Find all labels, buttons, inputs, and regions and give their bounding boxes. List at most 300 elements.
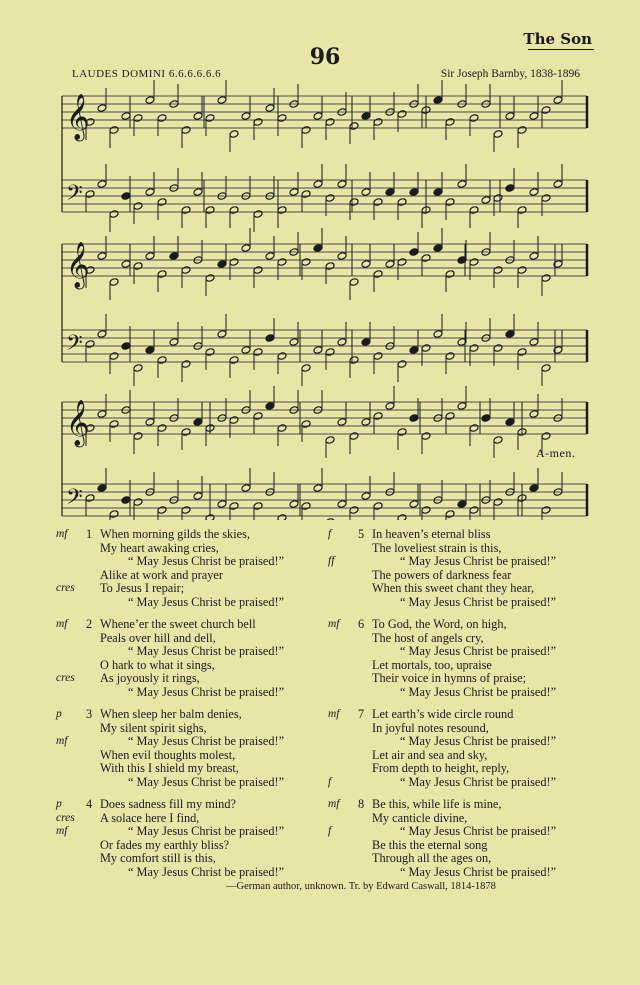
note-head bbox=[445, 352, 455, 361]
note-head bbox=[133, 114, 143, 123]
note-head bbox=[349, 506, 359, 515]
verse-line bbox=[372, 735, 556, 749]
note-head bbox=[325, 118, 335, 127]
verse-line bbox=[56, 617, 284, 632]
note-head bbox=[517, 126, 527, 135]
note-head bbox=[517, 206, 527, 215]
note-head bbox=[217, 96, 227, 105]
note-head bbox=[361, 338, 371, 347]
note-head bbox=[313, 346, 323, 355]
verse-text: To God, the Word, on high, bbox=[372, 617, 507, 631]
note-head bbox=[505, 330, 515, 339]
note-head bbox=[109, 210, 119, 219]
verse-line bbox=[56, 810, 284, 826]
verse-text: My canticle divine, bbox=[372, 810, 468, 825]
verse-text: When sleep her balm denies, bbox=[100, 707, 242, 721]
verse-text: Through all the ages on, bbox=[372, 851, 492, 865]
note-head bbox=[421, 254, 431, 263]
verse-number: 7 bbox=[358, 707, 365, 721]
note-head bbox=[553, 96, 563, 105]
note-head bbox=[277, 258, 287, 267]
note-head bbox=[109, 126, 119, 135]
note-head bbox=[133, 262, 143, 271]
note-head bbox=[397, 514, 407, 520]
note-head bbox=[529, 484, 539, 493]
note-head bbox=[241, 112, 251, 121]
text-credits: —German author, unknown. Tr. by Edward Caswall, 1814-1878 bbox=[226, 881, 496, 892]
note-head bbox=[433, 188, 443, 197]
verse-text: Alike at work and prayer bbox=[100, 567, 223, 582]
note-head bbox=[349, 432, 359, 441]
verse-line bbox=[372, 852, 556, 866]
treble-clef: 𝄞 bbox=[66, 94, 90, 140]
verse-text: Let mortals, too, upraise bbox=[372, 657, 492, 672]
verse-text: “ May Jesus Christ be praised!” bbox=[128, 824, 285, 838]
note-head bbox=[457, 500, 467, 509]
verse-number: 2 bbox=[86, 617, 93, 631]
verse-line bbox=[100, 569, 284, 583]
dynamic-marking: f bbox=[328, 825, 332, 837]
verse-line bbox=[372, 866, 556, 880]
note-head bbox=[505, 418, 515, 427]
note-head bbox=[397, 110, 407, 119]
note-head bbox=[301, 502, 311, 511]
section-header: The Son bbox=[523, 30, 592, 48]
verse-line bbox=[372, 582, 556, 596]
verse-text: To Jesus I repair; bbox=[100, 581, 185, 595]
verse-line bbox=[100, 749, 284, 763]
note-head bbox=[505, 112, 515, 121]
verse-8 bbox=[328, 797, 557, 879]
note-head bbox=[373, 198, 383, 207]
dynamic-marking: mf bbox=[328, 708, 340, 720]
verse-6 bbox=[328, 617, 557, 699]
note-head bbox=[109, 352, 119, 361]
note-head bbox=[229, 130, 239, 139]
note-head bbox=[133, 202, 143, 211]
note-head bbox=[445, 270, 455, 279]
dynamic-marking: mf bbox=[56, 618, 68, 630]
note-head bbox=[517, 348, 527, 357]
verse-line bbox=[372, 632, 556, 646]
note-head bbox=[493, 194, 503, 203]
note-head bbox=[157, 198, 167, 207]
composer-credit: Sir Joseph Barnby, 1838-1896 bbox=[440, 68, 580, 80]
note-head bbox=[253, 502, 263, 511]
verse-text: “ May Jesus Christ be praised!” bbox=[128, 554, 285, 568]
dynamic-marking: cres bbox=[56, 672, 75, 684]
note-head bbox=[181, 126, 191, 135]
note-head bbox=[325, 518, 335, 520]
verse-text: “ May Jesus Christ be praised!” bbox=[400, 864, 557, 879]
note-head bbox=[433, 244, 443, 253]
note-head bbox=[181, 506, 191, 515]
verse-text: My comfort still is this, bbox=[100, 851, 216, 865]
verse-text: Or fades my earthly bliss? bbox=[100, 837, 230, 852]
note-head bbox=[337, 180, 347, 189]
note-head bbox=[157, 356, 167, 365]
note-head bbox=[541, 194, 551, 203]
verse-number: 5 bbox=[358, 527, 365, 541]
verse-line bbox=[328, 774, 557, 790]
note-head bbox=[385, 402, 395, 411]
note-head bbox=[241, 346, 251, 355]
note-head bbox=[97, 180, 107, 189]
note-head bbox=[469, 506, 479, 515]
note-head bbox=[421, 344, 431, 353]
verse-line bbox=[328, 527, 556, 542]
verse-text: My silent spirit sighs, bbox=[100, 720, 207, 735]
note-head bbox=[253, 266, 263, 275]
note-head bbox=[469, 258, 479, 267]
tune-name: LAUDES DOMINI 6.6.6.6.6.6 bbox=[72, 68, 222, 80]
note-head bbox=[121, 112, 131, 121]
note-head bbox=[253, 412, 263, 421]
verse-number: 4 bbox=[86, 797, 93, 811]
note-head bbox=[349, 356, 359, 365]
verse-line bbox=[372, 686, 556, 700]
verse-text: When this sweet chant they hear, bbox=[372, 581, 535, 595]
verse-text: “ May Jesus Christ be praised!” bbox=[400, 824, 557, 838]
note-head bbox=[529, 252, 539, 261]
note-head bbox=[361, 260, 371, 269]
note-head bbox=[241, 484, 251, 493]
note-head bbox=[493, 436, 503, 445]
note-head bbox=[445, 412, 455, 421]
dynamic-marking: cres bbox=[56, 582, 75, 594]
verse-text: “ May Jesus Christ be praised!” bbox=[128, 734, 285, 748]
note-head bbox=[205, 114, 215, 123]
note-head bbox=[205, 206, 215, 215]
note-head bbox=[373, 118, 383, 127]
note-head bbox=[373, 412, 383, 421]
verse-text: Be this the eternal song bbox=[372, 837, 488, 852]
verse-text: Their voice in hymns of praise; bbox=[372, 671, 527, 685]
note-head bbox=[457, 402, 467, 411]
verse-line bbox=[100, 659, 284, 673]
verse-line bbox=[56, 527, 284, 542]
note-head bbox=[193, 492, 203, 501]
note-head bbox=[217, 330, 227, 339]
note-head bbox=[337, 252, 347, 261]
note-head bbox=[469, 424, 479, 433]
note-head bbox=[193, 112, 203, 121]
verse-line bbox=[372, 812, 556, 826]
note-head bbox=[229, 416, 239, 425]
note-head bbox=[157, 424, 167, 433]
note-head bbox=[205, 348, 215, 357]
verse-line bbox=[372, 659, 556, 673]
bass-clef: 𝄢 bbox=[66, 181, 83, 211]
verse-4 bbox=[56, 797, 285, 879]
note-head bbox=[373, 502, 383, 511]
note-head bbox=[409, 500, 419, 509]
note-head bbox=[373, 270, 383, 279]
note-head bbox=[253, 118, 263, 127]
verse-line bbox=[372, 839, 556, 853]
note-head bbox=[421, 432, 431, 441]
note-head bbox=[373, 352, 383, 361]
note-head bbox=[325, 348, 335, 357]
dynamic-marking: ff bbox=[328, 555, 335, 567]
note-head bbox=[301, 420, 311, 429]
note-head bbox=[349, 198, 359, 207]
note-head bbox=[277, 114, 287, 123]
note-head bbox=[277, 424, 287, 433]
note-head bbox=[325, 436, 335, 445]
verse-text: When evil thoughts molest, bbox=[100, 747, 236, 762]
note-head bbox=[205, 514, 215, 520]
note-head bbox=[325, 262, 335, 271]
note-head bbox=[469, 344, 479, 353]
note-head bbox=[157, 506, 167, 515]
note-head bbox=[109, 420, 119, 429]
dynamic-marking: p bbox=[56, 708, 62, 720]
verse-text: From depth to height, reply, bbox=[372, 761, 510, 775]
note-head bbox=[229, 502, 239, 511]
note-head bbox=[409, 414, 419, 423]
note-head bbox=[397, 258, 407, 267]
note-head bbox=[169, 338, 179, 347]
verse-line bbox=[328, 554, 557, 569]
note-head bbox=[457, 180, 467, 189]
note-head bbox=[409, 248, 419, 257]
treble-clef: 𝄞 bbox=[66, 400, 90, 446]
verse-line bbox=[100, 866, 284, 880]
note-head bbox=[445, 118, 455, 127]
dynamic-marking: mf bbox=[56, 735, 68, 747]
verse-line bbox=[100, 722, 284, 736]
verse-line bbox=[100, 762, 284, 776]
note-head bbox=[289, 500, 299, 509]
note-head bbox=[493, 344, 503, 353]
note-head bbox=[217, 500, 227, 509]
verse-line bbox=[56, 824, 285, 839]
note-head bbox=[361, 418, 371, 427]
verse-text: Be this, while life is mine, bbox=[372, 797, 502, 811]
note-head bbox=[493, 266, 503, 275]
note-head bbox=[193, 188, 203, 197]
verse-line bbox=[56, 734, 285, 749]
note-head bbox=[385, 188, 395, 197]
verse-line bbox=[56, 581, 284, 596]
verse-line bbox=[328, 824, 557, 839]
verse-7 bbox=[328, 707, 557, 789]
verse-line bbox=[372, 542, 556, 556]
note-head bbox=[313, 244, 323, 253]
note-head bbox=[121, 192, 131, 201]
note-head bbox=[313, 180, 323, 189]
note-head bbox=[145, 188, 155, 197]
verse-text: “ May Jesus Christ be praised!” bbox=[128, 864, 285, 879]
verse-text: O hark to what it sings, bbox=[100, 657, 215, 672]
verse-text: With this I shield my breast, bbox=[100, 761, 239, 775]
verse-text: “ May Jesus Christ be praised!” bbox=[400, 734, 557, 748]
note-head bbox=[349, 278, 359, 287]
verse-line bbox=[372, 645, 556, 659]
note-head bbox=[409, 188, 419, 197]
verse-text: In joyful notes resound, bbox=[372, 720, 489, 735]
verse-text: When morning gilds the skies, bbox=[100, 527, 250, 541]
verse-text: “ May Jesus Christ be praised!” bbox=[400, 594, 557, 609]
note-head bbox=[181, 360, 191, 369]
note-head bbox=[289, 188, 299, 197]
note-head bbox=[409, 346, 419, 355]
note-head bbox=[109, 278, 119, 287]
dynamic-marking: f bbox=[328, 528, 332, 540]
note-head bbox=[97, 252, 107, 261]
note-head bbox=[361, 112, 371, 121]
note-head bbox=[97, 484, 107, 493]
verse-text: Let earth’s wide circle round bbox=[372, 707, 514, 721]
note-head bbox=[193, 418, 203, 427]
verse-1 bbox=[56, 527, 285, 609]
note-head bbox=[97, 104, 107, 113]
note-head bbox=[397, 428, 407, 437]
verse-5 bbox=[328, 527, 557, 609]
note-head bbox=[481, 196, 491, 205]
verse-2 bbox=[56, 617, 285, 699]
note-head bbox=[337, 338, 347, 347]
note-head bbox=[385, 260, 395, 269]
dynamic-marking: cres bbox=[56, 811, 75, 824]
note-head bbox=[361, 188, 371, 197]
dynamic-marking: f bbox=[328, 775, 332, 788]
note-head bbox=[253, 348, 263, 357]
verse-line bbox=[328, 707, 556, 722]
verse-line bbox=[100, 839, 284, 853]
note-head bbox=[529, 188, 539, 197]
verse-line bbox=[372, 672, 556, 686]
note-head bbox=[181, 428, 191, 437]
verse-line bbox=[100, 632, 284, 646]
note-head bbox=[337, 418, 347, 427]
verse-line bbox=[100, 852, 284, 866]
verse-line bbox=[100, 542, 284, 556]
note-head bbox=[133, 432, 143, 441]
note-head bbox=[229, 258, 239, 267]
note-head bbox=[529, 410, 539, 419]
note-head bbox=[301, 190, 311, 199]
verse-text: Let air and sea and sky, bbox=[372, 747, 488, 762]
note-head bbox=[421, 506, 431, 515]
note-head bbox=[265, 104, 275, 113]
note-head bbox=[325, 194, 335, 203]
note-head bbox=[433, 330, 443, 339]
note-head bbox=[361, 492, 371, 501]
verse-text: “ May Jesus Christ be praised!” bbox=[128, 594, 285, 609]
note-head bbox=[121, 496, 131, 505]
amen-label: A-men. bbox=[536, 446, 576, 460]
dynamic-marking: mf bbox=[328, 618, 340, 630]
verse-text: “ May Jesus Christ be praised!” bbox=[400, 774, 557, 789]
note-head bbox=[181, 206, 191, 215]
bass-clef: 𝄢 bbox=[66, 485, 83, 515]
note-head bbox=[469, 206, 479, 215]
note-head bbox=[541, 432, 551, 441]
note-head bbox=[445, 510, 455, 519]
note-head bbox=[109, 510, 119, 519]
note-head bbox=[97, 410, 107, 419]
note-head bbox=[289, 338, 299, 347]
verse-text: Whene’er the sweet church bell bbox=[100, 617, 256, 631]
note-head bbox=[145, 96, 155, 105]
verse-line bbox=[100, 596, 284, 610]
verse-line bbox=[328, 797, 556, 812]
verse-line bbox=[100, 555, 284, 569]
verse-text: Does sadness fill my mind? bbox=[100, 797, 236, 811]
note-head bbox=[313, 112, 323, 121]
note-head bbox=[217, 260, 227, 269]
bass-clef: 𝄢 bbox=[66, 331, 83, 361]
note-head bbox=[529, 338, 539, 347]
note-head bbox=[505, 184, 515, 193]
verse-text: “ May Jesus Christ be praised!” bbox=[128, 644, 285, 658]
note-head bbox=[133, 498, 143, 507]
verse-text: The powers of darkness fear bbox=[372, 567, 512, 582]
note-head bbox=[145, 418, 155, 427]
note-head bbox=[433, 96, 443, 105]
verse-line bbox=[372, 722, 556, 736]
note-head bbox=[277, 206, 287, 215]
hymn-number: 96 bbox=[309, 44, 341, 70]
note-head bbox=[265, 334, 275, 343]
verse-text: Peals over hill and dell, bbox=[100, 630, 216, 645]
note-head bbox=[541, 106, 551, 115]
note-head bbox=[145, 346, 155, 355]
verse-number: 1 bbox=[86, 527, 93, 541]
note-head bbox=[169, 252, 179, 261]
verse-line bbox=[100, 776, 284, 790]
verse-line bbox=[328, 617, 556, 632]
verse-text: As joyously it rings, bbox=[100, 671, 200, 685]
verse-3 bbox=[56, 707, 285, 789]
verse-line bbox=[56, 671, 284, 686]
note-head bbox=[529, 112, 539, 121]
verse-text: The loveliest strain is this, bbox=[372, 540, 502, 555]
verse-text: “ May Jesus Christ be praised!” bbox=[400, 554, 557, 568]
verse-number: 6 bbox=[358, 617, 365, 631]
verse-number: 3 bbox=[86, 707, 93, 721]
note-head bbox=[301, 364, 311, 373]
verse-line bbox=[100, 686, 284, 700]
note-head bbox=[541, 274, 551, 283]
dynamic-marking: mf bbox=[56, 528, 68, 540]
note-head bbox=[145, 252, 155, 261]
note-head bbox=[517, 266, 527, 275]
note-head bbox=[241, 244, 251, 253]
verse-number: 8 bbox=[358, 797, 365, 811]
verse-text: My heart awaking cries, bbox=[100, 540, 219, 555]
dynamic-marking: mf bbox=[56, 825, 68, 837]
verse-text: In heaven’s eternal bliss bbox=[372, 527, 491, 541]
note-head bbox=[229, 206, 239, 215]
verse-line bbox=[372, 596, 556, 610]
note-head bbox=[253, 210, 263, 219]
note-head bbox=[397, 360, 407, 369]
verse-line bbox=[56, 707, 284, 722]
note-head bbox=[493, 498, 503, 507]
note-head bbox=[229, 356, 239, 365]
verse-text: The host of angels cry, bbox=[372, 630, 484, 645]
note-head bbox=[85, 190, 95, 199]
note-head bbox=[97, 330, 107, 339]
note-head bbox=[157, 114, 167, 123]
note-head bbox=[157, 270, 167, 279]
note-head bbox=[277, 352, 287, 361]
note-head bbox=[445, 198, 455, 207]
note-head bbox=[265, 252, 275, 261]
